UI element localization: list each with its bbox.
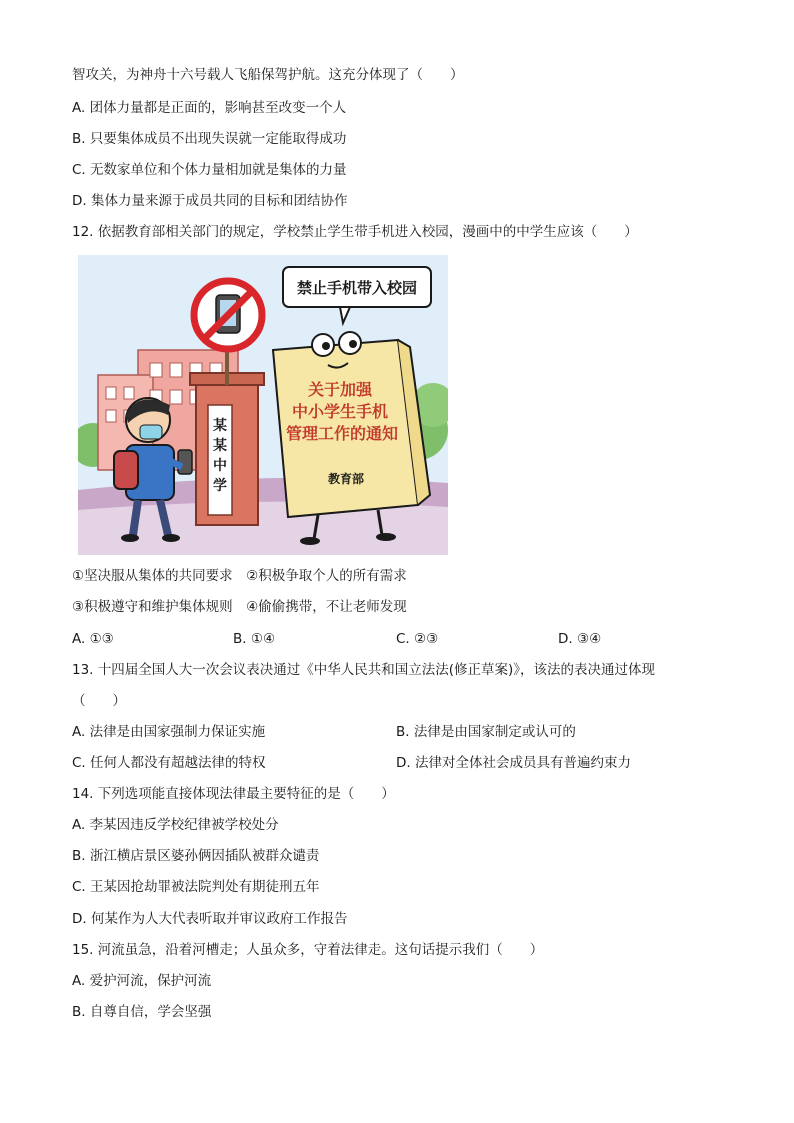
q11-option-a: A. 团体力量都是正面的，影响甚至改变一个人	[72, 100, 347, 116]
q12-option-d: D. ③④	[558, 631, 602, 647]
notice-line-2: 中小学生手机	[291, 402, 389, 421]
notice-line-3: 管理工作的通知	[285, 424, 399, 443]
q15-option-a: A. 爱护河流，保护河流	[72, 973, 212, 989]
q12-cartoon	[78, 255, 448, 555]
q12-option-c: C. ②③	[396, 631, 439, 647]
notice-line-1: 关于加强	[307, 380, 373, 399]
q13-stem-cont: （ ）	[72, 693, 126, 709]
school-sign-char-3: 中	[213, 458, 227, 474]
speech-bubble-text: 禁止手机带入校园	[296, 279, 418, 297]
school-sign-char-1: 某	[213, 418, 227, 434]
q15-stem: 15. 河流虽急，沿着河槽走；人虽众多，守着法律走。这句话提示我们（ ）	[72, 942, 544, 958]
q14-option-d: D. 何某作为人大代表听取并审议政府工作报告	[72, 911, 348, 927]
notice-issuer: 教育部	[327, 472, 365, 486]
q12-option-b: B. ①④	[233, 631, 276, 647]
q14-option-b: B. 浙江横店景区婆孙俩因插队被群众谴责	[72, 848, 320, 864]
q13-option-a: A. 法律是由国家强制力保证实施	[72, 724, 266, 740]
q12-option-a: A. ①③	[72, 631, 114, 647]
q14-option-c: C. 王某因抢劫罪被法院判处有期徒刑五年	[72, 879, 320, 895]
q14-stem: 14. 下列选项能直接体现法律最主要特征的是（ ）	[72, 786, 395, 802]
q13-stem: 13. 十四届全国人大一次会议表决通过《中华人民共和国立法法(修正草案)》，该法的表决通过体现	[72, 662, 656, 678]
q11-option-d: D. 集体力量来源于成员共同的目标和团结协作	[72, 193, 348, 209]
q11-stem-tail: 智攻关，为神舟十六号载人飞船保驾护航。这充分体现了（ ）	[72, 67, 464, 83]
q14-option-a: A. 李某因违反学校纪律被学校处分	[72, 817, 279, 833]
q15-option-b: B. 自尊自信，学会坚强	[72, 1004, 212, 1020]
q11-option-c: C. 无数家单位和个体力量相加就是集体的力量	[72, 162, 347, 178]
q13-option-d: D. 法律对全体社会成员具有普遍约束力	[396, 755, 631, 771]
school-sign-char-2: 某	[213, 438, 227, 454]
q12-statements-1: ①坚决服从集体的共同要求 ②积极争取个人的所有需求	[72, 568, 407, 584]
q12-stem: 12. 依据教育部相关部门的规定，学校禁止学生带手机进入校园，漫画中的中学生应该（ ）	[72, 224, 638, 240]
school-sign-char-4: 学	[213, 478, 227, 494]
q12-statements-2: ③积极遵守和维护集体规则 ④偷偷携带，不让老师发现	[72, 599, 407, 615]
q13-option-c: C. 任何人都没有超越法律的特权	[72, 755, 266, 771]
q13-option-b: B. 法律是由国家制定或认可的	[396, 724, 576, 740]
q11-option-b: B. 只要集体成员不出现失误就一定能取得成功	[72, 131, 347, 147]
